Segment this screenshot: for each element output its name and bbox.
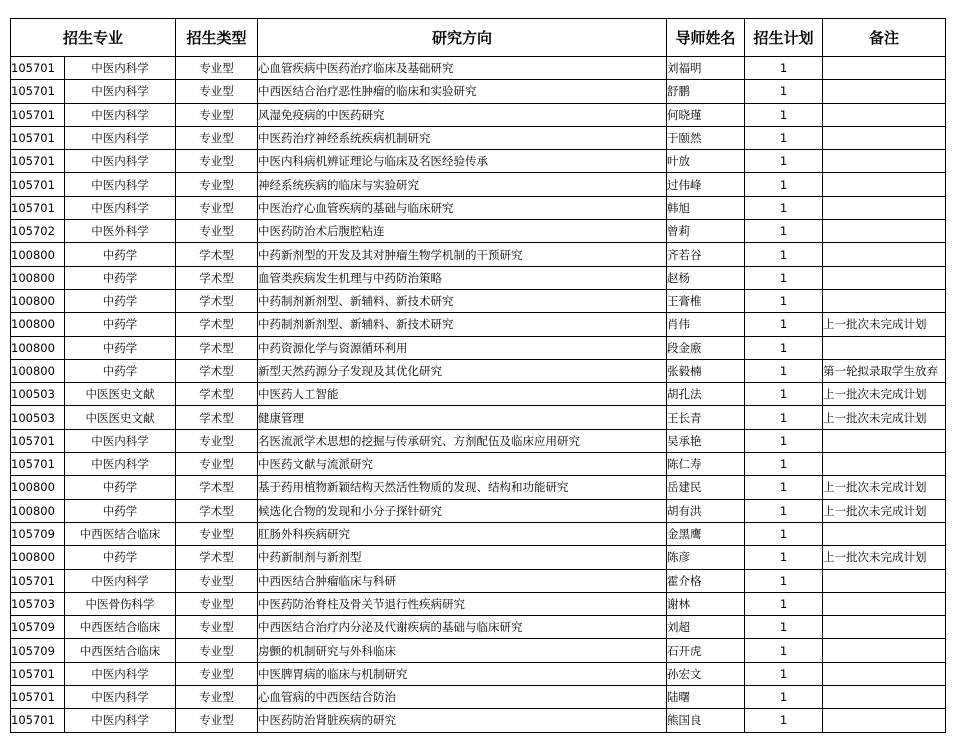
- header-row: [11, 19, 946, 57]
- direction-cell: 心血管病的中西医结合防治: [258, 686, 667, 709]
- table-row: [11, 103, 946, 126]
- table-body: [11, 57, 946, 733]
- type-cell: 专业型: [176, 616, 258, 639]
- code-cell: 100800: [11, 359, 65, 382]
- type-cell: 学术型: [176, 336, 258, 359]
- table-row: [11, 476, 946, 499]
- direction-cell: 中医药文献与流派研究: [258, 453, 667, 476]
- table-row: [11, 359, 946, 382]
- plan-cell: 1: [745, 546, 823, 569]
- code-cell: 100503: [11, 383, 65, 406]
- table-row: [11, 220, 946, 243]
- direction-cell: 中医药防治脊柱及骨关节退行性疾病研究: [258, 592, 667, 615]
- type-cell: 学术型: [176, 546, 258, 569]
- major-cell: 中西医结合临床: [65, 639, 176, 662]
- type-cell: 学术型: [176, 499, 258, 522]
- note-cell: 上一批次未完成计划: [823, 476, 946, 499]
- direction-cell: 中医内科病机辨证理论与临床及名医经验传承: [258, 150, 667, 173]
- advisor-cell: 金黑鹰: [667, 522, 745, 545]
- note-cell: [823, 522, 946, 545]
- note-cell: [823, 150, 946, 173]
- type-cell: 学术型: [176, 383, 258, 406]
- major-cell: 中西医结合临床: [65, 522, 176, 545]
- major-cell: 中药学: [65, 289, 176, 312]
- major-cell: 中医骨伤科学: [65, 592, 176, 615]
- table-row: [11, 383, 946, 406]
- note-cell: [823, 709, 946, 732]
- direction-cell: 血管类疾病发生机理与中药防治策略: [258, 266, 667, 289]
- direction-cell: 中药制剂新剂型、新辅料、新技术研究: [258, 313, 667, 336]
- note-cell: [823, 289, 946, 312]
- plan-cell: 1: [745, 569, 823, 592]
- major-cell: 中医内科学: [65, 453, 176, 476]
- type-cell: 专业型: [176, 686, 258, 709]
- code-cell: 105701: [11, 80, 65, 103]
- note-cell: 上一批次未完成计划: [823, 546, 946, 569]
- header-major: 招生专业: [11, 19, 176, 57]
- code-cell: 100800: [11, 243, 65, 266]
- note-cell: 第一轮拟录取学生放弃: [823, 359, 946, 382]
- major-cell: 中药学: [65, 546, 176, 569]
- major-cell: 中药学: [65, 336, 176, 359]
- advisor-cell: 陈彦: [667, 546, 745, 569]
- direction-cell: 健康管理: [258, 406, 667, 429]
- type-cell: 专业型: [176, 709, 258, 732]
- note-cell: [823, 569, 946, 592]
- code-cell: 100800: [11, 313, 65, 336]
- advisor-cell: 胡孔法: [667, 383, 745, 406]
- major-cell: 中医内科学: [65, 173, 176, 196]
- major-cell: 中医内科学: [65, 57, 176, 80]
- major-cell: 中药学: [65, 243, 176, 266]
- advisor-cell: 石开虎: [667, 639, 745, 662]
- table-row: [11, 686, 946, 709]
- note-cell: [823, 243, 946, 266]
- type-cell: 专业型: [176, 196, 258, 219]
- direction-cell: 新型天然药源分子发现及其优化研究: [258, 359, 667, 382]
- code-cell: 100800: [11, 476, 65, 499]
- advisor-cell: 吴承艳: [667, 429, 745, 452]
- direction-cell: 中药资源化学与资源循环利用: [258, 336, 667, 359]
- table-row: [11, 57, 946, 80]
- advisor-cell: 王长青: [667, 406, 745, 429]
- advisor-cell: 何晓瑾: [667, 103, 745, 126]
- code-cell: 105701: [11, 103, 65, 126]
- code-cell: 105701: [11, 686, 65, 709]
- table-row: [11, 243, 946, 266]
- table-row: [11, 196, 946, 219]
- advisor-cell: 陈仁寿: [667, 453, 745, 476]
- table-row: [11, 173, 946, 196]
- plan-cell: 1: [745, 196, 823, 219]
- note-cell: [823, 80, 946, 103]
- plan-cell: 1: [745, 476, 823, 499]
- type-cell: 专业型: [176, 662, 258, 685]
- code-cell: 105701: [11, 453, 65, 476]
- table-row: [11, 639, 946, 662]
- note-cell: [823, 686, 946, 709]
- table-row: [11, 126, 946, 149]
- direction-cell: 中药制剂新剂型、新辅料、新技术研究: [258, 289, 667, 312]
- type-cell: 专业型: [176, 57, 258, 80]
- code-cell: 105701: [11, 429, 65, 452]
- type-cell: 专业型: [176, 220, 258, 243]
- direction-cell: 中医药治疗神经系统疾病机制研究: [258, 126, 667, 149]
- note-cell: [823, 453, 946, 476]
- advisor-cell: 张毅楠: [667, 359, 745, 382]
- note-cell: [823, 196, 946, 219]
- advisor-cell: 孙宏文: [667, 662, 745, 685]
- code-cell: 105701: [11, 709, 65, 732]
- advisor-cell: 陆曙: [667, 686, 745, 709]
- note-cell: [823, 592, 946, 615]
- note-cell: 上一批次未完成计划: [823, 313, 946, 336]
- type-cell: 专业型: [176, 429, 258, 452]
- type-cell: 学术型: [176, 406, 258, 429]
- direction-cell: 中医治疗心血管疾病的基础与临床研究: [258, 196, 667, 219]
- plan-cell: 1: [745, 709, 823, 732]
- major-cell: 中药学: [65, 499, 176, 522]
- plan-cell: 1: [745, 383, 823, 406]
- advisor-cell: 韩旭: [667, 196, 745, 219]
- plan-cell: 1: [745, 80, 823, 103]
- direction-cell: 中医药人工智能: [258, 383, 667, 406]
- advisor-cell: 刘福明: [667, 57, 745, 80]
- plan-cell: 1: [745, 499, 823, 522]
- code-cell: 105701: [11, 126, 65, 149]
- code-cell: 105701: [11, 569, 65, 592]
- type-cell: 专业型: [176, 639, 258, 662]
- type-cell: 专业型: [176, 453, 258, 476]
- plan-cell: 1: [745, 313, 823, 336]
- advisor-cell: 于颐然: [667, 126, 745, 149]
- type-cell: 学术型: [176, 313, 258, 336]
- table-row: [11, 499, 946, 522]
- plan-cell: 1: [745, 173, 823, 196]
- major-cell: 中医内科学: [65, 196, 176, 219]
- major-cell: 中医内科学: [65, 80, 176, 103]
- table-row: [11, 592, 946, 615]
- plan-cell: 1: [745, 639, 823, 662]
- note-cell: [823, 336, 946, 359]
- type-cell: 专业型: [176, 569, 258, 592]
- plan-cell: 1: [745, 289, 823, 312]
- plan-cell: 1: [745, 150, 823, 173]
- plan-cell: 1: [745, 686, 823, 709]
- plan-cell: 1: [745, 616, 823, 639]
- major-cell: 中医内科学: [65, 662, 176, 685]
- plan-cell: 1: [745, 522, 823, 545]
- table-row: [11, 266, 946, 289]
- type-cell: 学术型: [176, 289, 258, 312]
- plan-cell: 1: [745, 220, 823, 243]
- table-row: [11, 289, 946, 312]
- note-cell: [823, 57, 946, 80]
- major-cell: 中医医史文献: [65, 383, 176, 406]
- code-cell: 100800: [11, 546, 65, 569]
- code-cell: 100800: [11, 266, 65, 289]
- advisor-cell: 赵杨: [667, 266, 745, 289]
- direction-cell: 房颤的机制研究与外科临床: [258, 639, 667, 662]
- note-cell: [823, 173, 946, 196]
- header-direction: 研究方向: [258, 19, 667, 57]
- plan-cell: 1: [745, 592, 823, 615]
- type-cell: 学术型: [176, 476, 258, 499]
- advisor-cell: 刘超: [667, 616, 745, 639]
- code-cell: 105701: [11, 173, 65, 196]
- header-note: 备注: [823, 19, 946, 57]
- plan-cell: 1: [745, 453, 823, 476]
- major-cell: 中医内科学: [65, 686, 176, 709]
- advisor-cell: 齐若谷: [667, 243, 745, 266]
- advisor-cell: 肖伟: [667, 313, 745, 336]
- type-cell: 学术型: [176, 359, 258, 382]
- code-cell: 100800: [11, 499, 65, 522]
- plan-cell: 1: [745, 266, 823, 289]
- direction-cell: 中西医结合肿瘤临床与科研: [258, 569, 667, 592]
- direction-cell: 中医药防治术后腹腔粘连: [258, 220, 667, 243]
- direction-cell: 中医脾胃病的临床与机制研究: [258, 662, 667, 685]
- advisor-cell: 谢林: [667, 592, 745, 615]
- plan-cell: 1: [745, 662, 823, 685]
- major-cell: 中药学: [65, 313, 176, 336]
- note-cell: [823, 616, 946, 639]
- plan-cell: 1: [745, 103, 823, 126]
- major-cell: 中医内科学: [65, 126, 176, 149]
- note-cell: [823, 266, 946, 289]
- type-cell: 专业型: [176, 103, 258, 126]
- header-type: 招生类型: [176, 19, 258, 57]
- type-cell: 专业型: [176, 80, 258, 103]
- table-row: [11, 313, 946, 336]
- advisor-cell: 舒鹏: [667, 80, 745, 103]
- code-cell: 105701: [11, 662, 65, 685]
- direction-cell: 名医流派学术思想的挖掘与传承研究、方剂配伍及临床应用研究: [258, 429, 667, 452]
- major-cell: 中西医结合临床: [65, 616, 176, 639]
- note-cell: [823, 662, 946, 685]
- code-cell: 100800: [11, 336, 65, 359]
- direction-cell: 心血管疾病中医药治疗临床及基础研究: [258, 57, 667, 80]
- type-cell: 学术型: [176, 266, 258, 289]
- advisor-cell: 过伟峰: [667, 173, 745, 196]
- table-row: [11, 80, 946, 103]
- table-header: [11, 19, 946, 57]
- code-cell: 105701: [11, 196, 65, 219]
- major-cell: 中医内科学: [65, 709, 176, 732]
- major-cell: 中药学: [65, 266, 176, 289]
- note-cell: [823, 429, 946, 452]
- table-row: [11, 662, 946, 685]
- plan-cell: 1: [745, 406, 823, 429]
- type-cell: 专业型: [176, 126, 258, 149]
- table-row: [11, 709, 946, 732]
- direction-cell: 风湿免疫病的中医药研究: [258, 103, 667, 126]
- header-plan: 招生计划: [745, 19, 823, 57]
- advisor-cell: 曾莉: [667, 220, 745, 243]
- direction-cell: 肛肠外科疾病研究: [258, 522, 667, 545]
- plan-cell: 1: [745, 359, 823, 382]
- code-cell: 105701: [11, 57, 65, 80]
- direction-cell: 中药新剂型的开发及其对肿瘤生物学机制的干预研究: [258, 243, 667, 266]
- major-cell: 中医内科学: [65, 569, 176, 592]
- note-cell: [823, 639, 946, 662]
- note-cell: [823, 103, 946, 126]
- note-cell: 上一批次未完成计划: [823, 406, 946, 429]
- table-row: [11, 453, 946, 476]
- advisor-cell: 熊国良: [667, 709, 745, 732]
- type-cell: 专业型: [176, 173, 258, 196]
- code-cell: 105709: [11, 616, 65, 639]
- direction-cell: 基于药用植物新颖结构天然活性物质的发现、结构和功能研究: [258, 476, 667, 499]
- major-cell: 中医内科学: [65, 103, 176, 126]
- note-cell: [823, 220, 946, 243]
- code-cell: 100800: [11, 289, 65, 312]
- direction-cell: 神经系统疾病的临床与实验研究: [258, 173, 667, 196]
- type-cell: 专业型: [176, 522, 258, 545]
- plan-cell: 1: [745, 57, 823, 80]
- table-row: [11, 336, 946, 359]
- major-cell: 中医医史文献: [65, 406, 176, 429]
- major-cell: 中药学: [65, 476, 176, 499]
- code-cell: 105709: [11, 639, 65, 662]
- major-cell: 中药学: [65, 359, 176, 382]
- plan-cell: 1: [745, 336, 823, 359]
- code-cell: 100503: [11, 406, 65, 429]
- advisor-cell: 叶放: [667, 150, 745, 173]
- table-row: [11, 546, 946, 569]
- code-cell: 105709: [11, 522, 65, 545]
- direction-cell: 中西医结合治疗内分泌及代谢疾病的基础与临床研究: [258, 616, 667, 639]
- direction-cell: 中医药防治肾脏疾病的研究: [258, 709, 667, 732]
- type-cell: 专业型: [176, 592, 258, 615]
- direction-cell: 中药新制剂与新剂型: [258, 546, 667, 569]
- type-cell: 学术型: [176, 243, 258, 266]
- advisor-cell: 段金廒: [667, 336, 745, 359]
- header-advisor: 导师姓名: [667, 19, 745, 57]
- major-cell: 中医内科学: [65, 150, 176, 173]
- type-cell: 专业型: [176, 150, 258, 173]
- plan-cell: 1: [745, 126, 823, 149]
- table-row: [11, 406, 946, 429]
- major-cell: 中医内科学: [65, 429, 176, 452]
- plan-cell: 1: [745, 429, 823, 452]
- advisor-cell: 霍介格: [667, 569, 745, 592]
- table-row: [11, 616, 946, 639]
- table-row: [11, 522, 946, 545]
- direction-cell: 中西医结合治疗恶性肿瘤的临床和实验研究: [258, 80, 667, 103]
- table-row: [11, 569, 946, 592]
- note-cell: 上一批次未完成计划: [823, 383, 946, 406]
- direction-cell: 候选化合物的发现和小分子探针研究: [258, 499, 667, 522]
- major-cell: 中医外科学: [65, 220, 176, 243]
- code-cell: 105701: [11, 150, 65, 173]
- advisor-cell: 王膏椎: [667, 289, 745, 312]
- note-cell: [823, 126, 946, 149]
- advisor-cell: 胡有洪: [667, 499, 745, 522]
- advisor-cell: 岳建民: [667, 476, 745, 499]
- enrollment-table: [10, 18, 946, 733]
- table-row: [11, 429, 946, 452]
- plan-cell: 1: [745, 243, 823, 266]
- table-row: [11, 150, 946, 173]
- note-cell: 上一批次未完成计划: [823, 499, 946, 522]
- code-cell: 105702: [11, 220, 65, 243]
- code-cell: 105703: [11, 592, 65, 615]
